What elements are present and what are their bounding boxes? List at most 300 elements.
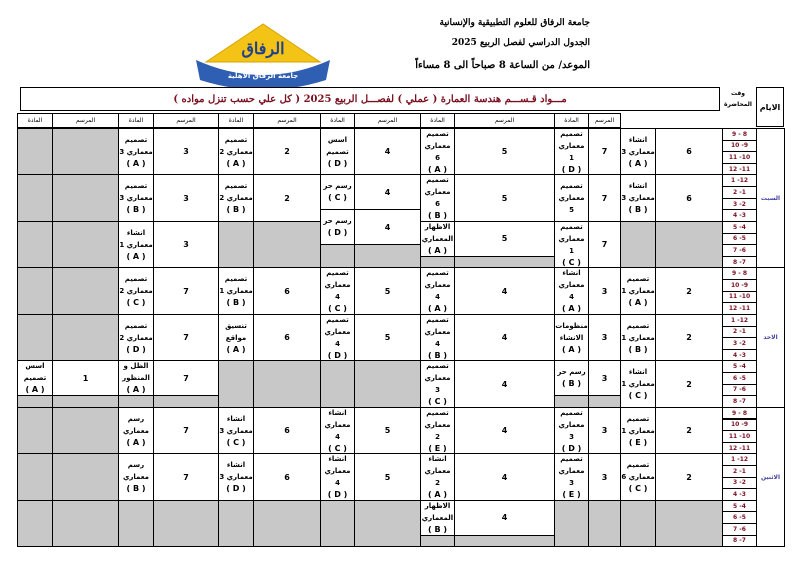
- subject-name: الظل و المنظور: [122, 362, 150, 383]
- time-slot-label: 3 -2: [733, 200, 746, 208]
- schedule-name: الجدول الدراسي لفصل الربيع 2025: [451, 38, 590, 48]
- class-cell: [554, 453, 589, 500]
- section-label: ( A ): [226, 344, 246, 354]
- room-cell: [354, 209, 421, 245]
- column-header-label: المادة: [128, 117, 144, 124]
- room-cell: [454, 407, 555, 454]
- subject-name: تصميم معماري 2: [219, 182, 253, 203]
- subject-name: انشاء معماري 3: [621, 182, 655, 203]
- room-number: 6: [284, 472, 290, 482]
- section-label: ( D ): [226, 484, 246, 494]
- room-number: 5: [384, 426, 391, 436]
- section-label: ( C ): [628, 391, 648, 401]
- room-cell: [153, 314, 219, 361]
- room-number: 7: [183, 373, 189, 383]
- time-slot-label: 10 -9: [730, 281, 749, 289]
- room-cell: [253, 453, 321, 500]
- days-column-header: الايام: [756, 87, 784, 127]
- time-column-header: وقت المحاضرة: [724, 90, 752, 108]
- class-cell: [620, 407, 656, 454]
- empty-slot: [52, 174, 119, 221]
- subject-name: انشاء معماري 4: [558, 269, 585, 302]
- time-slot-label: 1 -12: [730, 177, 749, 185]
- time-slot-label: 11 -10: [728, 432, 751, 440]
- class-cell: [554, 407, 589, 454]
- section-label: ( C ): [226, 437, 246, 447]
- room-number: 4: [384, 222, 391, 232]
- column-header: [454, 113, 555, 128]
- time-slot-label: 10 -9: [730, 421, 749, 429]
- room-cell: [153, 174, 219, 221]
- class-cell: [118, 314, 154, 361]
- section-label: ( C ): [428, 397, 447, 407]
- time-slot-label: 5 -4: [733, 223, 746, 231]
- section-label: ( D ): [561, 443, 582, 453]
- empty-slot: [17, 453, 53, 500]
- class-cell: [118, 360, 154, 396]
- column-header: [153, 113, 219, 128]
- subject-name: تصميم معماري 6: [424, 129, 451, 162]
- time-slot-label: 5 -4: [733, 363, 746, 371]
- subject-name: تصميم معماري 1: [621, 414, 655, 435]
- subject-name: رسم حر: [323, 217, 352, 226]
- time-slot-label: 12 -11: [728, 305, 751, 313]
- section-label: ( A ): [561, 304, 582, 314]
- room-cell: [454, 267, 555, 314]
- room-cell: [153, 128, 219, 175]
- class-cell: [320, 407, 355, 454]
- empty-slot: [554, 500, 589, 547]
- room-cell: [253, 174, 321, 221]
- subject-name: انشاء معماري 1: [621, 368, 655, 389]
- class-cell: [420, 128, 455, 175]
- subject-name: رسم معماري: [122, 461, 150, 482]
- room-cell: [52, 360, 119, 396]
- class-cell: [420, 314, 455, 361]
- column-header-label: المادة: [330, 117, 345, 124]
- class-cell: [620, 314, 656, 361]
- subject-name: الاظهار المعماري: [421, 501, 454, 522]
- room-cell: [655, 407, 723, 454]
- room-number: 4: [501, 333, 508, 343]
- room-cell: [588, 360, 621, 396]
- subject-name: تصميم معماري 1: [558, 129, 585, 162]
- room-cell: [153, 453, 219, 500]
- section-label: ( E ): [628, 437, 648, 447]
- day-label: الاثنين: [760, 473, 781, 481]
- empty-slot: [17, 267, 53, 314]
- room-cell: [354, 128, 421, 175]
- subject-name: تصميم معماري 3: [119, 182, 153, 203]
- room-cell: [655, 314, 723, 361]
- empty-slot: [620, 221, 656, 268]
- room-number: 2: [686, 286, 692, 296]
- class-cell: [554, 360, 589, 396]
- time-slot: [722, 535, 757, 548]
- subject-name: تصميم معماري 1: [621, 321, 655, 342]
- class-cell: [620, 128, 656, 175]
- empty-slot: [420, 535, 455, 548]
- section-label: ( B ): [428, 350, 448, 360]
- empty-slot: [52, 453, 119, 500]
- class-cell: [320, 128, 355, 175]
- room-cell: [588, 407, 621, 454]
- time-slot-label: 6 -5: [733, 235, 746, 243]
- section-label: ( A ): [126, 437, 146, 447]
- column-header: [354, 113, 421, 128]
- room-number: 3: [601, 286, 608, 296]
- empty-slot: [52, 314, 119, 361]
- section-label: ( C ): [328, 304, 347, 314]
- room-number: 2: [284, 193, 290, 203]
- column-header: [320, 113, 355, 128]
- column-header: [52, 113, 119, 128]
- section-label: ( A ): [126, 251, 146, 261]
- timing-text: الموعد/ من الساعة 8 صباحاً الى 8 مساءاً: [415, 60, 590, 71]
- subject-name: تصميم معماري 3: [119, 135, 153, 156]
- logo-subtitle: جامعة الرفاق الاهلية: [227, 72, 299, 80]
- room-cell: [655, 453, 723, 500]
- time-slot-label: 11 -10: [728, 154, 751, 162]
- subject-name: تصميم معماري 6: [621, 461, 655, 482]
- room-number: 3: [601, 426, 608, 436]
- section-label: ( D ): [327, 158, 348, 168]
- room-number: 2: [686, 472, 692, 482]
- room-number: 6: [284, 333, 290, 343]
- subject-name: منظومات الانشاء: [555, 321, 588, 342]
- empty-slot: [354, 500, 421, 547]
- empty-slot: [320, 360, 355, 407]
- day-label: الاحد: [763, 334, 778, 342]
- room-number: 3: [183, 240, 189, 250]
- subject-name: انشاء معماري 1: [119, 228, 153, 249]
- subject-name: تصميم معماري 3: [558, 455, 585, 488]
- class-cell: [420, 174, 455, 221]
- time-slot-label: 2 -1: [733, 467, 746, 475]
- subject-name: تصميم معماري 1: [219, 275, 253, 296]
- time-slot-label: 11 -10: [728, 293, 751, 301]
- time-slot-label: 5 -4: [733, 502, 746, 510]
- time-slot-label: 4 -3: [733, 212, 746, 220]
- class-cell: [420, 453, 455, 500]
- empty-slot: [218, 360, 254, 407]
- room-cell: [354, 267, 421, 314]
- room-cell: [588, 174, 621, 221]
- room-cell: [454, 174, 555, 221]
- column-header-label: المادة: [228, 117, 244, 124]
- column-header: [118, 113, 154, 128]
- column-header-label: المادة: [430, 117, 445, 124]
- room-number: 2: [686, 379, 692, 389]
- class-cell: [17, 360, 53, 396]
- section-label: ( A ): [427, 304, 448, 314]
- empty-slot: [320, 244, 355, 268]
- section-label: ( C ): [328, 443, 347, 453]
- class-cell: [218, 128, 254, 175]
- class-cell: [118, 407, 154, 454]
- class-cell: [420, 500, 455, 536]
- class-cell: [118, 128, 154, 175]
- room-cell: [655, 174, 723, 221]
- class-cell: [218, 407, 254, 454]
- column-header-label: المرسم: [277, 117, 297, 124]
- time-slot-label: 2 -1: [733, 188, 746, 196]
- empty-slot: [588, 500, 621, 547]
- empty-slot: [17, 221, 53, 268]
- room-number: 7: [601, 147, 608, 157]
- section-label: ( C ): [628, 484, 648, 494]
- section-label: ( D ): [561, 164, 582, 174]
- section-label: ( B ): [126, 484, 146, 494]
- section-label: ( A ): [427, 164, 448, 174]
- room-number: 7: [183, 333, 189, 343]
- room-number: 7: [601, 193, 608, 203]
- subject-name: رسم حر: [323, 182, 352, 191]
- room-cell: [153, 407, 219, 454]
- section-label: ( B ): [226, 298, 246, 308]
- subject-name: انشاء معماري 3: [219, 414, 253, 435]
- empty-slot: [17, 314, 53, 361]
- room-number: 2: [686, 333, 692, 343]
- subject-name: انشاء معماري 3: [219, 461, 253, 482]
- time-slot-label: 8 -7: [733, 258, 746, 266]
- section-label: ( B ): [562, 379, 582, 389]
- section-label: ( A ): [25, 385, 45, 395]
- room-cell: [454, 128, 555, 175]
- subject-name: تصميم معماري 3: [558, 408, 585, 441]
- time-slot-label: 7 -6: [733, 246, 746, 254]
- room-number: 5: [384, 333, 391, 343]
- time-slot-label: 9 - 8: [731, 130, 748, 138]
- time-slot-label: 8 -7: [733, 537, 746, 545]
- class-cell: [620, 267, 656, 314]
- room-number: 5: [501, 147, 508, 157]
- subject-name: انشاء معماري 2: [424, 455, 451, 488]
- subject-name: انشاء معماري 3: [621, 135, 655, 156]
- section-label: ( B ): [428, 211, 448, 221]
- column-header-label: المرسم: [377, 117, 398, 124]
- room-number: 4: [384, 147, 391, 157]
- class-cell: [218, 314, 254, 361]
- day-cell: [756, 128, 785, 268]
- column-header-label: المادة: [27, 117, 43, 124]
- subject-name: تصميم معماري 2: [119, 275, 153, 296]
- empty-slot: [52, 267, 119, 314]
- room-cell: [253, 267, 321, 314]
- room-cell: [588, 314, 621, 361]
- section-label: ( A ): [561, 344, 582, 354]
- class-cell: [118, 267, 154, 314]
- subject-name: تصميم معماري 3: [424, 362, 451, 395]
- subject-name: اسس تصميم: [326, 135, 349, 156]
- section-label: ( B ): [226, 205, 246, 215]
- room-number: 4: [501, 379, 508, 389]
- room-number: 4: [501, 286, 508, 296]
- room-number: 4: [501, 472, 508, 482]
- column-header: [588, 113, 621, 128]
- room-number: 4: [384, 187, 391, 197]
- time-slot-label: 8 -7: [733, 398, 746, 406]
- room-number: 6: [686, 147, 692, 157]
- room-cell: [454, 453, 555, 500]
- room-cell: [655, 267, 723, 314]
- time-slot-label: 9 - 8: [731, 409, 748, 417]
- empty-slot: [454, 535, 555, 548]
- time-slot-label: 1 -12: [730, 316, 749, 324]
- section-label: ( A ): [628, 298, 648, 308]
- subject-name: تصميم معماري 4: [324, 315, 351, 348]
- class-cell: [420, 407, 455, 454]
- room-cell: [588, 453, 621, 500]
- room-number: 6: [284, 426, 290, 436]
- empty-slot: [655, 500, 723, 547]
- subject-name: تصميم معماري 4: [324, 269, 351, 302]
- empty-slot: [52, 221, 119, 268]
- class-cell: [554, 221, 589, 268]
- time-slot-label: 12 -11: [728, 165, 751, 173]
- section-label: ( A ): [226, 158, 246, 168]
- university-name: جامعة الرفاق للعلوم التطبيقية والإنسانية: [439, 18, 590, 28]
- room-number: 3: [601, 472, 608, 482]
- empty-slot: [253, 500, 321, 547]
- section-label: ( A ): [628, 158, 648, 168]
- logo-text: الرفاق: [241, 39, 285, 58]
- room-cell: [153, 360, 219, 396]
- subject-name: تصميم معماري 6: [424, 176, 451, 209]
- empty-slot: [354, 244, 421, 268]
- time-slot-label: 4 -3: [733, 351, 746, 359]
- day-cell: [756, 407, 785, 547]
- section-label: ( D ): [126, 344, 146, 354]
- empty-slot: [17, 174, 53, 221]
- subject-name: اسس تصميم: [23, 362, 47, 383]
- room-number: 6: [686, 193, 692, 203]
- section-label: ( B ): [126, 205, 146, 215]
- empty-slot: [320, 500, 355, 547]
- class-cell: [320, 174, 355, 210]
- room-number: 2: [686, 426, 692, 436]
- empty-slot: [253, 221, 321, 268]
- class-cell: [620, 360, 656, 407]
- empty-slot: [52, 128, 119, 175]
- room-cell: [354, 314, 421, 361]
- subject-name: رسم حر: [557, 368, 586, 377]
- room-number: 5: [501, 193, 508, 203]
- room-cell: [588, 221, 621, 268]
- time-slot-label: 10 -9: [730, 142, 749, 150]
- room-cell: [253, 314, 321, 361]
- section-label: ( E ): [428, 443, 447, 453]
- room-number: 7: [183, 472, 189, 482]
- subject-name: تصميم معماري 4: [424, 315, 451, 348]
- time-slot-label: 7 -6: [733, 525, 746, 533]
- subject-name: تصميم معماري 2: [219, 135, 253, 156]
- room-cell: [354, 407, 421, 454]
- time-slot-label: 12 -11: [728, 444, 751, 452]
- class-cell: [320, 453, 355, 500]
- empty-slot: [218, 221, 254, 268]
- empty-slot: [153, 500, 219, 547]
- empty-slot: [52, 500, 119, 547]
- class-cell: [118, 221, 154, 268]
- empty-slot: [17, 128, 53, 175]
- column-header: [253, 113, 321, 128]
- class-cell: [620, 453, 656, 500]
- subject-name: تصميم معماري 1: [621, 275, 655, 296]
- room-cell: [354, 174, 421, 210]
- class-cell: [620, 174, 656, 221]
- class-cell: [420, 267, 455, 314]
- room-cell: [253, 407, 321, 454]
- class-cell: [420, 221, 455, 257]
- time-slot-label: 1 -12: [730, 456, 749, 464]
- class-cell: [218, 267, 254, 314]
- room-cell: [655, 360, 723, 407]
- subject-name: تصميم معماري 2: [424, 408, 451, 441]
- time-slot-label: 7 -6: [733, 386, 746, 394]
- column-header-label: المرسم: [494, 117, 515, 124]
- column-header: [17, 113, 53, 128]
- day-cell: [756, 267, 785, 407]
- room-cell: [454, 360, 555, 407]
- room-number: 4: [501, 513, 508, 523]
- room-cell: [153, 221, 219, 268]
- room-cell: [454, 500, 555, 536]
- class-cell: [320, 267, 355, 314]
- column-header-label: المرسم: [176, 117, 196, 124]
- subject-name: انشاء معماري 4: [324, 408, 351, 441]
- class-cell: [554, 267, 589, 314]
- section-label: ( A ): [126, 385, 146, 395]
- room-number: 7: [601, 240, 608, 250]
- column-header: [420, 113, 455, 128]
- room-cell: [354, 453, 421, 500]
- section-label: ( A ): [427, 245, 448, 255]
- subject-name: رسم معماري: [122, 414, 150, 435]
- section-label: ( A ): [427, 490, 448, 500]
- subject-name: انشاء معماري 4: [324, 455, 351, 488]
- column-header: [218, 113, 254, 128]
- section-label: ( D ): [327, 228, 348, 238]
- room-number: 3: [183, 193, 189, 203]
- room-number: 4: [501, 426, 508, 436]
- time-slot-label: 3 -2: [733, 339, 746, 347]
- class-cell: [118, 174, 154, 221]
- section-label: ( B ): [428, 524, 448, 534]
- section-label: ( C ): [328, 193, 347, 203]
- empty-slot: [655, 221, 723, 268]
- subject-name: تصميم معماري 5: [558, 182, 585, 215]
- subject-name: تصميم معماري 2: [119, 321, 153, 342]
- empty-slot: [218, 500, 254, 547]
- room-number: 7: [183, 286, 189, 296]
- subject-name: تصميم معماري 1: [558, 222, 585, 255]
- column-header-label: المرسم: [594, 117, 615, 124]
- room-number: 5: [501, 234, 508, 244]
- section-label: ( E ): [562, 490, 581, 500]
- room-number: 5: [384, 472, 391, 482]
- section-label: ( B ): [628, 205, 648, 215]
- room-cell: [454, 314, 555, 361]
- schedule-title: مـــواد قـســـم هندسة العمارة ( عملي ) لفصـــل الربيع 2025 ( كل علي حسب تنزل مواده ): [20, 87, 720, 111]
- room-cell: [454, 221, 555, 257]
- room-cell: [655, 128, 723, 175]
- room-number: 3: [183, 147, 189, 157]
- class-cell: [554, 314, 589, 361]
- section-label: ( C ): [562, 257, 581, 267]
- room-number: 3: [601, 333, 608, 343]
- empty-slot: [17, 407, 53, 454]
